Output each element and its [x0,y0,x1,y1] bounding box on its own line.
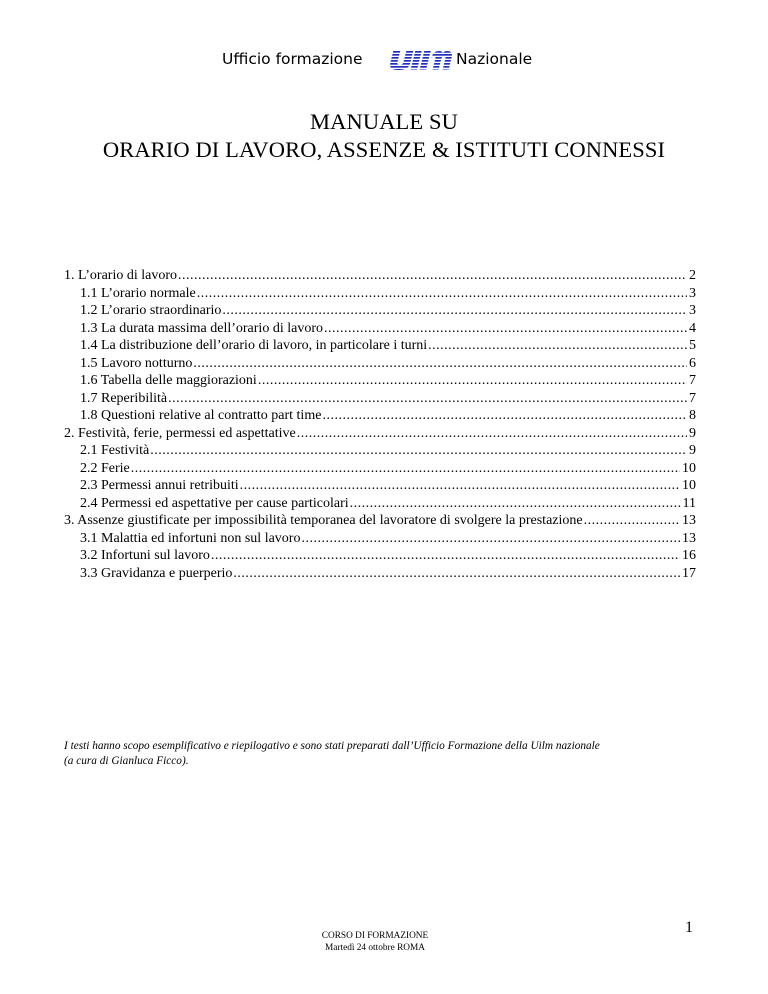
toc-entry[interactable] [64,442,696,460]
toc-entry-title: 1.7 Reperibilità [80,390,168,406]
toc-entry-title: 2.2 Ferie [80,460,130,476]
toc-entry-title: 1.2 L’orario straordinario [80,303,222,318]
toc-entry-title: 2.4 Permessi ed aspettative per cause particolari [80,495,349,511]
toc-leader-dots [150,442,687,460]
toc-entry[interactable] [64,530,696,548]
toc-entry-page: 10 [682,478,696,493]
uilm-logo [386,48,453,72]
toc-entry-page: 11 [682,495,696,511]
toc-entry-page: 10 [682,460,696,476]
toc-leader-dots [322,407,687,425]
toc-entry[interactable] [64,495,696,513]
title-line-2: ORARIO DI LAVORO, ASSENZE & ISTITUTI CONNESSI [102,137,666,162]
toc-entry-page: 4 [689,320,696,336]
toc-entry-title: 1. L’orario di lavoro [64,268,178,283]
toc-entry-page: 7 [689,373,696,388]
note-line-2: (a cura di Gianluca Ficco). [64,755,189,767]
toc-entry[interactable] [64,355,696,373]
toc-entry[interactable] [64,372,696,390]
toc-entry[interactable] [64,285,696,303]
toc-entry-page: 3 [689,303,696,318]
toc-leader-dots [240,477,680,495]
toc-entry-page: 9 [689,425,696,441]
toc-leader-dots [222,302,687,320]
toc-leader-dots [211,547,680,565]
toc-entry-page: 6 [689,355,696,371]
toc-leader-dots [258,372,687,390]
toc-entry-title: 1.3 La durata massima dell’orario di lavoro [80,320,323,336]
toc-leader-dots [131,460,680,478]
toc-entry-page: 5 [689,338,696,353]
toc-entry-title: 2. Festività, ferie, permessi ed aspettative [64,425,296,441]
toc-entry-page: 17 [682,565,696,581]
toc-entry-page: 7 [689,390,696,406]
toc-leader-dots [350,495,681,513]
toc-entry[interactable] [64,267,696,285]
toc-entry-title: 3.1 Malattia ed infortuni non sul lavoro [80,530,301,546]
toc-leader-dots [428,337,687,355]
toc-entry[interactable] [64,477,696,495]
footer-course: CORSO DI FORMAZIONE [321,931,429,941]
toc-leader-dots [301,530,680,548]
toc-entry-page: 9 [689,443,696,458]
toc-entry-page: 16 [682,548,696,563]
toc-entry[interactable] [64,547,696,565]
toc-entry[interactable] [64,320,696,338]
toc-leader-dots [168,390,687,408]
toc-entry-title: 1.5 Lavoro notturno [80,355,193,371]
toc-entry-title: 2.3 Permessi annui retribuiti [80,478,239,493]
table-of-contents [64,267,696,582]
toc-entry-title: 3.2 Infortuni sul lavoro [80,548,210,563]
toc-entry-title: 1.6 Tabella delle maggiorazioni [80,373,257,388]
footer-date-place: Martedì 24 ottobre ROMA [325,943,425,953]
toc-entry[interactable] [64,512,696,530]
toc-leader-dots [193,355,687,373]
header-left-text: Ufficio formazione [222,50,363,68]
toc-leader-dots [233,565,680,583]
toc-entry[interactable] [64,407,696,425]
toc-leader-dots [178,267,687,285]
toc-entry-title: 2.1 Festività [80,443,150,458]
toc-entry[interactable] [64,425,696,443]
toc-entry[interactable] [64,337,696,355]
toc-entry[interactable] [64,460,696,478]
toc-leader-dots [324,320,687,338]
toc-entry-title: 1.1 L’orario normale [80,285,196,301]
page-number: 1 [685,919,693,936]
title-line-1: MANUALE SU [310,109,458,134]
toc-entry-page: 13 [682,513,696,528]
toc-entry[interactable] [64,390,696,408]
toc-entry-page: 3 [689,285,696,301]
disclaimer-note [64,739,724,769]
toc-entry-title: 3.3 Gravidanza e puerperio [80,565,233,581]
toc-entry-title: 1.8 Questioni relative al contratto part time [80,408,322,423]
toc-leader-dots [297,425,687,443]
toc-entry[interactable] [64,565,696,583]
toc-entry[interactable] [64,302,696,320]
toc-entry-page: 8 [689,408,696,423]
toc-entry-title: 1.4 La distribuzione dell’orario di lavoro, in particolare i turni [80,338,428,353]
note-line-1: I testi hanno scopo esemplificativo e riepilogativo e sono stati preparati dall’Ufficio Formazione della Uilm nazionale [64,740,600,752]
toc-entry-page: 13 [682,530,696,546]
toc-entry-title: 3. Assenze giustificate per impossibilità temporanea del lavoratore di svolgere la prestazione [64,513,583,528]
toc-leader-dots [584,512,680,530]
toc-entry-page: 2 [689,268,696,283]
toc-leader-dots [197,285,687,303]
page-header [0,46,768,74]
document-title [0,108,768,164]
header-right-text: Nazionale [456,50,533,68]
